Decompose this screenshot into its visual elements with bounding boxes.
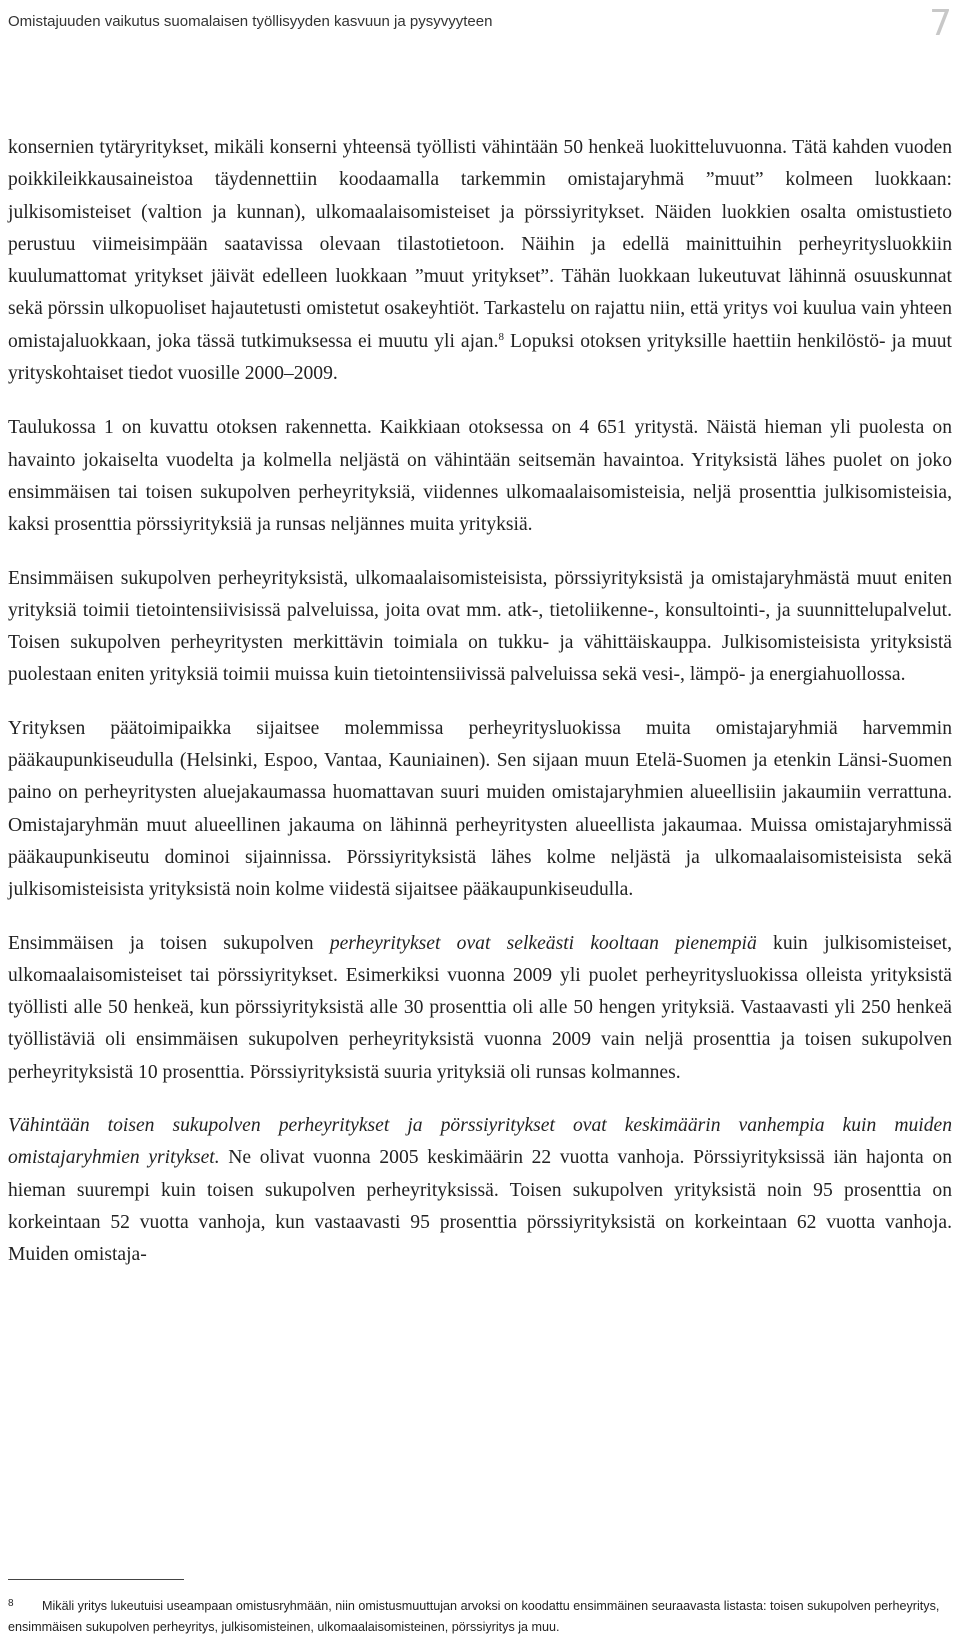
footnote-divider xyxy=(8,1579,184,1580)
paragraph-6-text: Ne olivat vuonna 2005 keskimäärin 22 vuotta vanhoja. Pörssiyrityksissä iän hajonta on hieman suurempi kuin toisen sukupolven perheyrityksissä. Toisen sukupolven yrityksistä noin 95 prosenttia on korkeintaan 52 vuotta vanhoja, kun vastaavasti 95 prosenttia pörssiyrityksistä on korkeintaan 62 vuotta vanhoja. Muiden omistaja- xyxy=(8,1147,952,1266)
footnote-number: 8 xyxy=(8,1598,14,1609)
paragraph-1-text: konsernien tytäryritykset, mikäli konserni yhteensä työllisti vähintään 50 henkeä luokitteluvuonna. Tätä kahden vuoden poikkileikkausaineistoa täydennettiin koodaamalla tarkemmin omistajaryhmä ”muut” kolmeen luokkaan: julkisomisteiset (valtion ja kunnan), ulkomaalaisomisteiset ja pörssiyritykset. Näiden luokkien osalta omistustieto perustuu viimeisimpään saatavissa olevaan tilastotietoon. Näihin ja edellä mainittuihin perheyritysluokkiin kuulumattomat yritykset jäivät edelleen luokkaan ”muut yritykset”. Tähän luokkaan lukeutuvat lähinnä osuuskunnat sekä pörssin ulkopuoliset hajautetusti omistetut osakeyhtiöt. Tarkastelu on rajattu niin, että yritys voi kuulua vain yhteen omistajaluokkaan, joka tässä tutkimuksessa ei muutu yli ajan. xyxy=(8,137,952,352)
paragraph-3: Ensimmäisen sukupolven perheyrityksistä, ulkomaalaisomisteisista, pörssiyrityksistä ja omistajaryhmästä muut eniten yrityksiä toimii tietointensiivisissä palveluissa, joita ovat mm. atk-, tietoliikenne-, konsultointi-, ja suunnittelupalvelut. Toisen sukupolven perheyritysten merkittävin toimiala on tukku- ja vähittäiskauppa. Julkisomisteisista yrityksistä puolestaan eniten yrityksiä toimii muissa kuin tietointensiivissä palveluissa sekä vesi-, lämpö- ja energiahuollossa. xyxy=(8,567,952,686)
running-title: Omistajuuden vaikutus suomalaisen työllisyyden kasvuun ja pysyvyyteen xyxy=(8,13,493,30)
paragraph-2: Taulukossa 1 on kuvattu otoksen rakennetta. Kaikkiaan otoksessa on 4 651 yritystä. Näistä hieman yli puolesta on havainto jokaiselta vuodelta ja kolmella neljästä on vähintään seitsemän havaintoa. Yrityksistä lähes puolet on joko ensimmäisen tai toisen sukupolven perheyrityksiä, viidennes ulkomaalaisomisteisia, neljä prosenttia julkisomisteisia, kaksi prosenttia pörssiyrityksiä ja runsas neljännes muita yrityksiä. xyxy=(8,417,952,536)
main-text xyxy=(8,132,952,1293)
paragraph-6 xyxy=(8,1110,952,1271)
footnote xyxy=(8,1593,952,1638)
paragraph-5-text-continued: kuin julkisomisteiset, ulkomaalaisomisteiset tai pörssiyritykset. Esimerkiksi vuonna 2009 yli puolet perheyritysluokissa olleista yrityksistä työllisti alle 50 henkeä, kun pörssiyrityksistä alle 30 prosenttia oli alle 50 hengen yrityksiä. Vastaavasti yli 250 henkeä työllistäviä oli ensimmäisen sukupolven perheyrityksistä vuonna 2009 vain neljä prosenttia ja toisen sukupolven perheyrityksistä 10 prosenttia. Pörssiyrityksistä suuria yrityksiä oli runsas kolmannes. xyxy=(8,932,952,1083)
paragraph-5-text: Ensimmäisen ja toisen sukupolven xyxy=(8,932,330,954)
footnote-reference[interactable]: 8 xyxy=(498,330,504,343)
paragraph-4: Yrityksen päätoimipaikka sijaitsee molemmissa perheyritysluokissa muita omistajaryhmiä harvemmin pääkaupunkiseudulla (Helsinki, Espoo, Vantaa, Kauniainen). Sen sijaan muun Etelä-Suomen ja etenkin Länsi-Suomen paino on perheyritysten aluejakaumassa huomattavan suuri muiden omistajaryhmien alueellisiin jakaumiin verrattuna. Omistajaryhmän muut alueellinen jakauma on lähinnä perheyritysten alueellista jakaumaa. Muissa omistajaryhmissä pääkaupunkiseutu dominoi sijainnissa. Pörssiyrityksistä lähes kolme neljästä ja ulkomaalaisomisteisista sekä julkisomisteisista yrityksistä noin kolme viidestä sijaitsee pääkaupunkiseudulla. xyxy=(8,717,952,901)
paragraph-6-emphasis: Vähintään toisen sukupolven perheyritykset ja pörssiyritykset ovat keskimäärin vanhempia kuin muiden omistajaryhmien yritykset. xyxy=(8,1115,952,1169)
paragraph-5 xyxy=(8,928,952,1089)
page-header xyxy=(8,3,952,44)
paragraph-1-text-continued: Lopuksi otoksen yrityksille haettiin henkilöstö- ja muut yrityskohtaiset tiedot vuosille 2000–2009. xyxy=(8,330,952,385)
paragraph-5-emphasis: perheyritykset ovat selkeästi kooltaan pienempiä xyxy=(329,932,757,954)
paragraph-1 xyxy=(8,132,952,390)
footnote-text: Mikäli yritys lukeutuisi useampaan omistusryhmään, niin omistusmuuttujan arvoksi on koodattu ensimmäinen seuraavasta listasta: toisen sukupolven perheyritys, ensimmäisen sukupolven perheyritys, julkisomisteinen, ulkomaalaisomisteinen, pörssiyritys ja muu. xyxy=(8,1599,940,1634)
page-number: 7 xyxy=(929,3,952,44)
